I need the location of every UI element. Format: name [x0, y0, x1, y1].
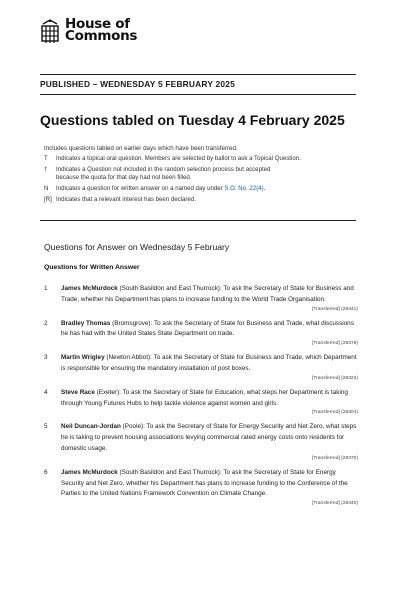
question-item: [44, 319, 358, 348]
question-reference: [Transferred] (28304): [311, 410, 358, 416]
member-name: James McMurdock: [61, 285, 118, 292]
question-body: [61, 319, 358, 348]
member-name: Bradley Thomas: [61, 319, 111, 327]
question-text: (Newton Abbot): To ask the Secretary of State for Business and Trade, which Department is responsible for ensuring the mandatory installation of post boxes.: [61, 354, 357, 372]
legend-row: [44, 155, 364, 164]
published-rule: [40, 94, 356, 95]
published-date: PUBLISHED – WEDNESDAY 5 FEBRUARY 2025: [40, 79, 235, 89]
legend-desc: Indicates a topical oral question. Members are selected by ballot to ask a Topical Question.: [56, 155, 301, 162]
legend-symbol: [R]: [44, 195, 52, 203]
legend-desc: Indicates that a relevant interest has been declared.: [56, 195, 196, 203]
portcullis-icon: [40, 18, 60, 46]
question-reference: [Transferred] (28370): [311, 455, 358, 461]
page-title: Questions tabled on Tuesday 4 February 2025: [40, 112, 345, 128]
question-list: [44, 284, 358, 507]
question-reference: [Transferred] (28323): [311, 375, 358, 381]
legend-rule: [40, 220, 356, 221]
legend-symbol: †: [44, 165, 48, 173]
legend-symbol: T: [44, 155, 48, 162]
logo-line-2: Commons: [65, 28, 138, 44]
legend-desc-suffix: .: [263, 185, 266, 193]
question-reference: [Transferred] (28379): [311, 341, 358, 347]
question-number: 6: [44, 468, 48, 476]
question-text: (South Basildon and East Thurrock): To ask the Secretary of State for Business and Trade, whether his Department has plans to increase funding to the World Trade Organisation.: [61, 285, 354, 303]
question-number: 5: [44, 423, 48, 431]
house-of-commons-logo: [40, 18, 137, 46]
legend-desc: Indicates a Question not included in the random selection process but accepted because the quota for that day had not been filled.: [56, 165, 271, 182]
legend-row: [44, 185, 364, 194]
question-item: [44, 468, 358, 507]
legend-desc: [56, 185, 356, 194]
logo-line-1: House of: [65, 16, 130, 32]
question-text: (South Basildon and East Thurrock): To ask the Secretary of State for Energy Security and Net Zero, whether his Department has plans to increase funding to the Conference of the Parties to the United Nations Framework Convention on Climate Change.: [61, 468, 348, 498]
question-number: 3: [44, 354, 48, 362]
legend-row: [44, 166, 364, 183]
legend-desc-text: Indicates a question for written answer on a named day under: [56, 185, 225, 193]
question-number: 1: [44, 285, 48, 292]
legend: [44, 155, 364, 207]
question-reference: [Transferred] (28441): [311, 306, 358, 312]
question-text: (Poole): To ask the Secretary of State for Energy Security and Net Zero, what steps he is taking to prevent housing associations levying commercial rated energy costs onto residents for domestic usage.: [61, 423, 357, 452]
question-item: [44, 353, 358, 382]
legend-symbol: N: [44, 185, 49, 193]
question-body: [61, 468, 358, 507]
question-body: [61, 284, 358, 313]
member-name: James McMurdock: [61, 468, 118, 476]
member-name: Steve Race: [61, 388, 95, 396]
question-body: [61, 353, 358, 382]
question-text: (Exeter): To ask the Secretary of State for Education, what steps her Department is taking through Young Futures Hubs to help tackle violence against women and girls.: [61, 388, 348, 407]
question-reference: [Transferred] (28440): [311, 501, 358, 507]
question-item: [44, 284, 358, 313]
question-number: 2: [44, 319, 48, 327]
top-rule: [40, 74, 356, 75]
section-title: Questions for Answer on Wednesday 5 February: [44, 242, 230, 252]
legend-row: [44, 196, 364, 205]
question-text: (Bromsgrove): To ask the Secretary of State for Business and Trade, what discussions he has had with the United States State Department on trade.: [61, 319, 354, 338]
question-number: 4: [44, 388, 48, 396]
question-body: [61, 388, 358, 417]
question-item: [44, 422, 358, 461]
question-body: [61, 422, 358, 461]
subsection-title: Questions for Written Answer: [44, 264, 140, 271]
intro-text: Includes questions tabled on earlier days which have been transferred.: [44, 145, 238, 152]
member-name: Neil Duncan-Jordan: [61, 423, 121, 431]
question-item: [44, 388, 358, 417]
member-name: Martin Wrigley: [61, 354, 105, 362]
standing-order-link[interactable]: S.O. No. 22(4): [224, 185, 264, 193]
